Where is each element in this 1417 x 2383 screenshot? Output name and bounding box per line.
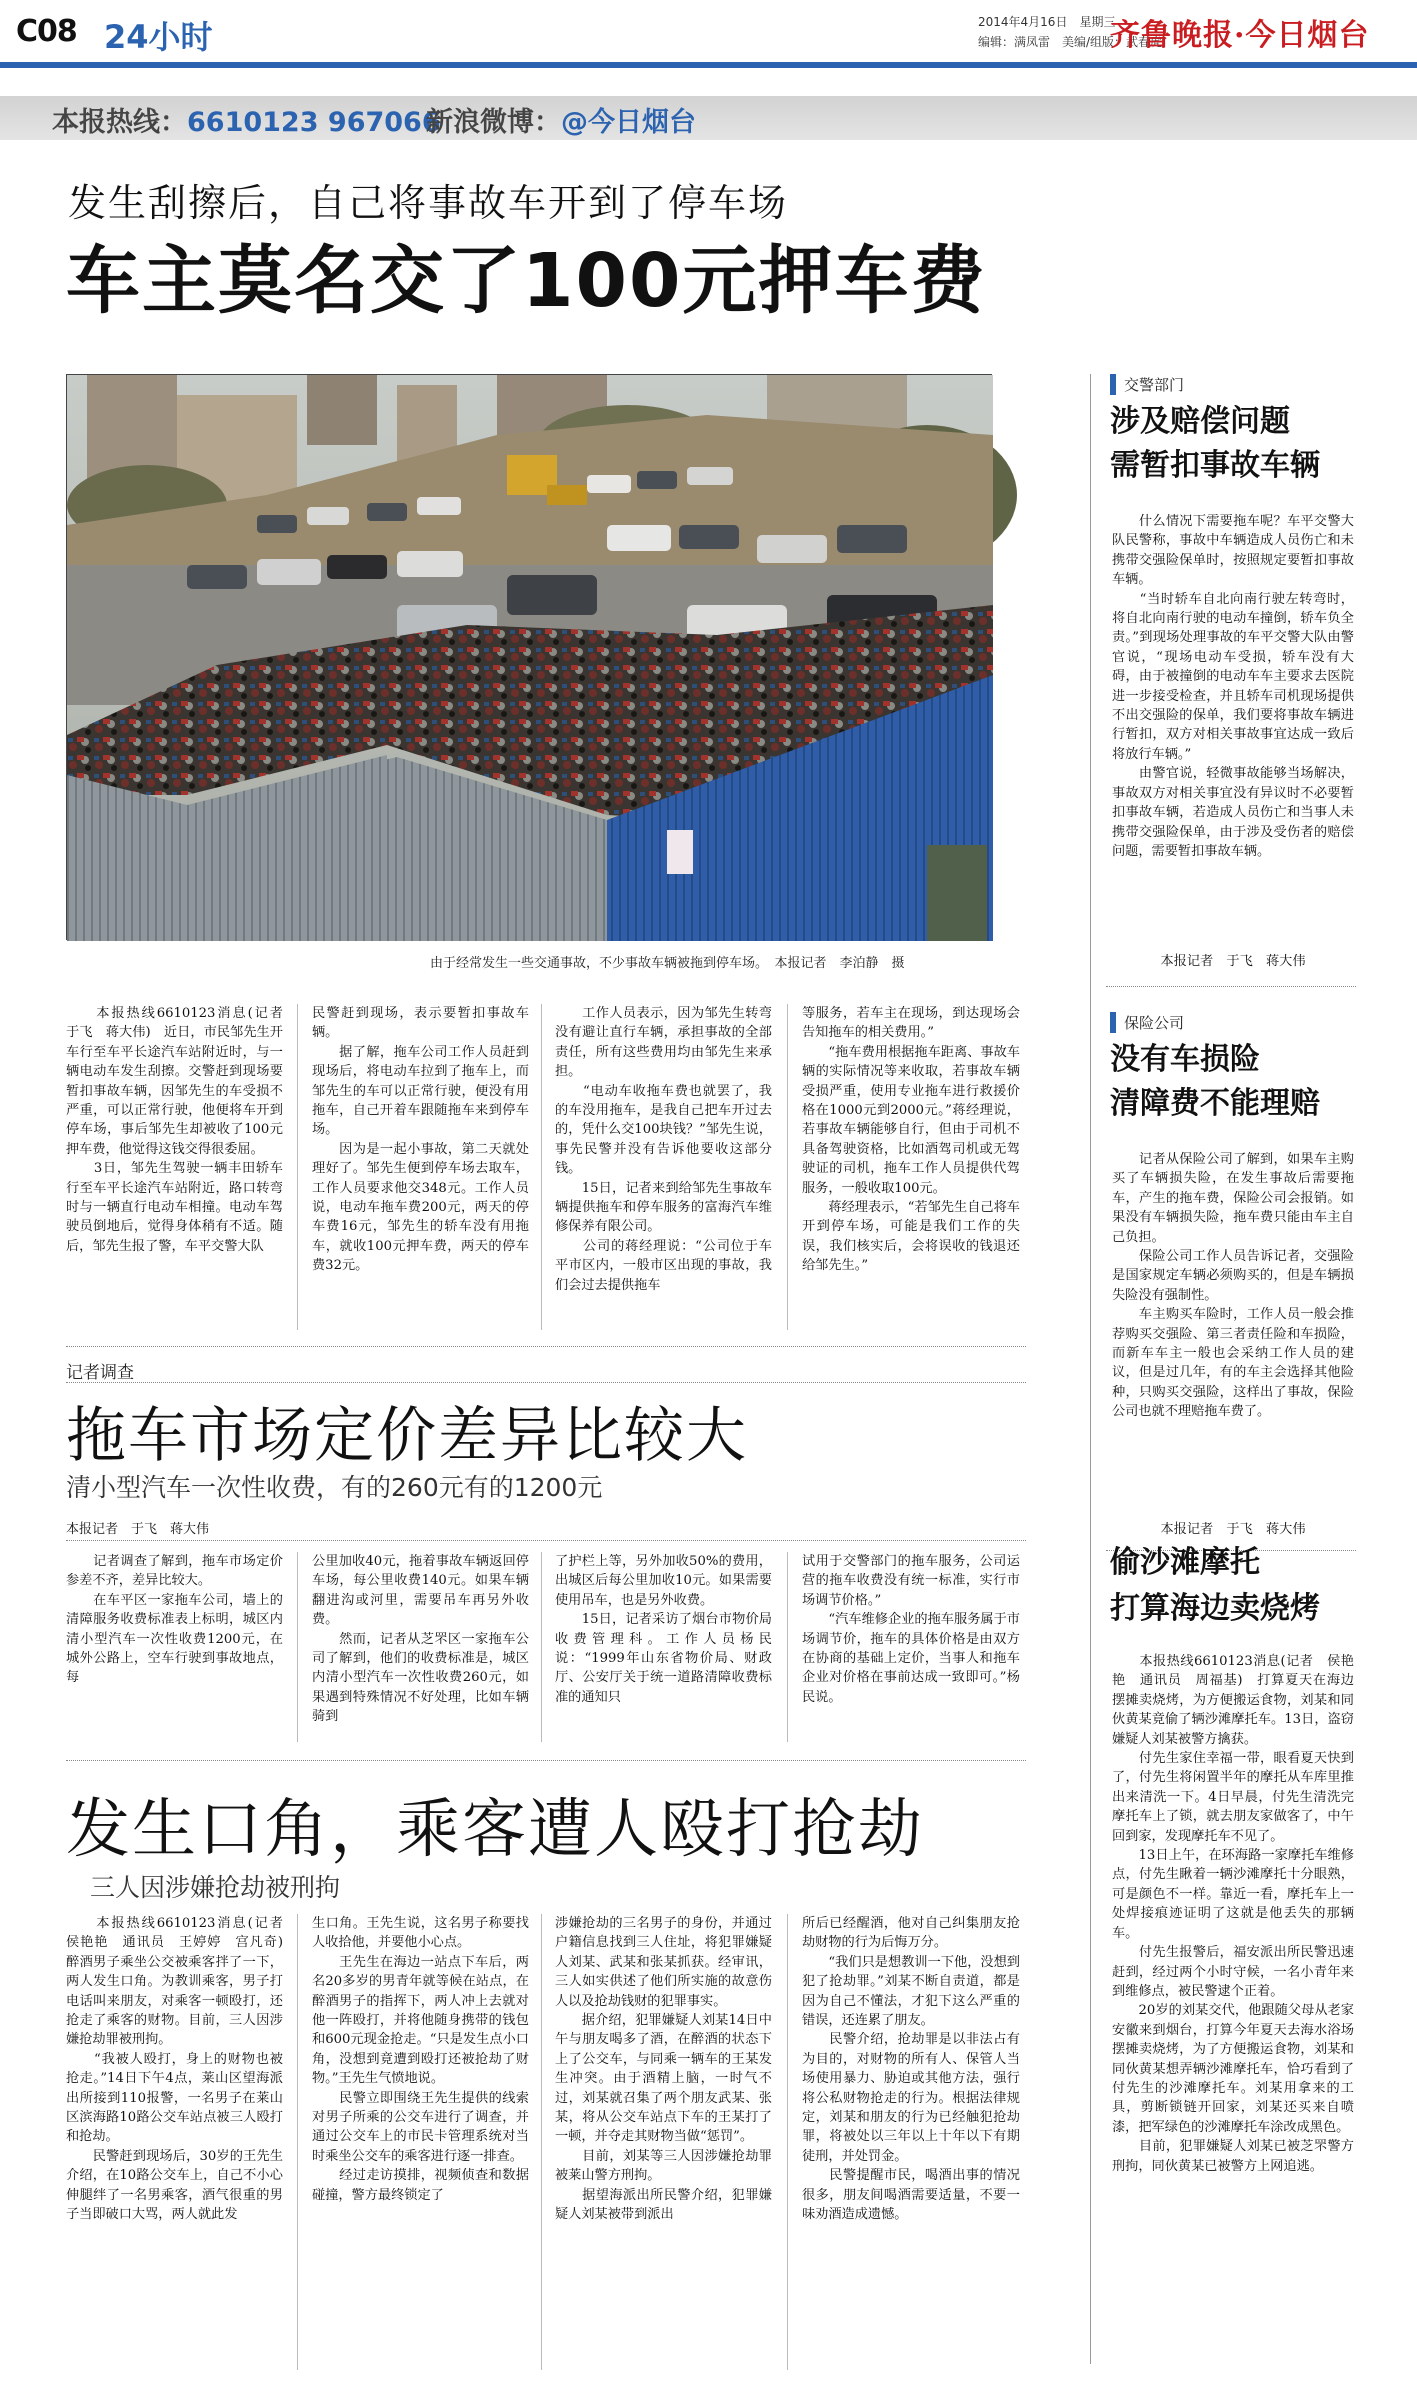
sidebar-byline-2: 本报记者 于飞 蒋大伟	[1160, 1522, 1306, 1537]
second-column-3: 了护栏上等，另外加收50%的费用，出城区后每公里加收10元。如果需要使用吊车，也是另外收费。 15日，记者采访了烟台市物价局收费管理科。工作人员杨民说：“1999年山东省物价局、财政厅、公安厅关于统一道路清障收费标准的通知只	[555, 1554, 772, 1705]
sidebar-title-3: 偷沙滩摩托 打算海边卖烧烤	[1110, 1545, 1320, 1626]
hotline-numbers: 6610123 967066	[187, 107, 441, 138]
page-number: C08	[16, 14, 77, 49]
weibo	[426, 100, 696, 139]
second-subhead: 清小型汽车一次性收费，有的260元有的1200元	[66, 1473, 603, 1502]
lead-column-2: 民警赶到现场，表示要暂扣事故车辆。 据了解，拖车公司工作人员赶到现场后，将电动车拉到了拖车上，而邹先生的车可以正常行驶，便没有用拖车，自己开着车跟随拖车来到停车场。 因为是一起小事故，第二天就处理好了。邹先生便到停车场去取车，工作人员要求他交348元。工作人员说，电动车拖车费200元，两天的停车费16元，邹先生的轿车没有用拖车，就收100元押车费，两天的停车费32元。	[312, 1006, 529, 1274]
photo-caption: 由于经常发生一些交通事故，不少事故车辆被拖到停车场。 本报记者 李泊静 摄	[430, 956, 905, 971]
tow-yard-photo	[67, 375, 993, 941]
third-column-1: 本报热线6610123消息(记者 侯艳艳 通讯员 王婷婷 宫凡奇) 醉酒男子乘坐公交被乘客拌了一下，两人发生口角。为教训乘客，男子打电话叫来朋友，对乘客一顿殴打，还抢走了乘客的财物。目前，三人因涉嫌抢劫罪被刑拘。 “我被人殴打，身上的财物也被抢走。”14日下午4点，莱山区望海派出所接到110报警，一名男子在莱山区滨海路10路公交车站点被三人殴打和抢劫。 民警赶到现场后，30岁的王先生介绍，在10路公交车上，自己不小心伸腿绊了一名男乘客，酒气很重的男子当即破口大骂，两人就此发	[66, 1916, 283, 2223]
third-headline: 发生口角，乘客遭人殴打抢劫	[66, 1793, 924, 1867]
weibo-label: 新浪微博：	[426, 107, 561, 138]
column-rule	[787, 1914, 788, 2370]
sidebar-title-1: 涉及赔偿问题 需暂扣事故车辆	[1110, 404, 1320, 483]
column-rule	[787, 1004, 788, 1330]
third-subhead: 三人因涉嫌抢劫被刑拘	[90, 1873, 341, 1902]
lead-column-3: 工作人员表示，因为邹先生转弯没有避让直行车辆，承担事故的全部责任，所有这些费用均由邹先生来承担。 “电动车收拖车费也就罢了，我的车没用拖车，是我自己把车开过去的，凭什么交100块钱？”邹先生说，事先民警并没有告诉他要收这部分钱。 15日，记者来到给邹先生事故车辆提供拖车和停车服务的富海汽车维修保养有限公司。 公司的蒋经理说：“公司位于车平市区内，一般市区出现的事故，我们会过去提供拖车	[555, 1006, 772, 1293]
third-column-2: 生口角。王先生说，这名男子称要找人收拾他，并要他小心点。 王先生在海边一站点下车后，两名20多岁的男青年就等候在站点，在醉酒男子的指挥下，两人冲上去就对他一阵殴打，并将他随身携带的钱包和600元现金抢走。“只是发生点小口角，没想到竟遭到殴打还被抢劫了财物。”王先生气愤地说。 民警立即围绕王先生提供的线索对男子所乘的公交车进行了调查，并通过公交车上的市民卡管理系统对当时乘坐公交车的乘客进行逐一排查。 经过走访摸排，视频侦查和数据碰撞，警方最终锁定了	[312, 1916, 529, 2203]
column-rule	[297, 1004, 298, 1330]
investigation-tag: 记者调查	[66, 1363, 134, 1383]
editors-line: 编辑：满凤雷 美编/组版：武春虎	[978, 35, 1163, 49]
sidebar-byline-1: 本报记者 于飞 蒋大伟	[1160, 954, 1306, 969]
byline-underline	[66, 1540, 1026, 1541]
lead-column-4: 等服务，若车主在现场，到达现场会告知拖车的相关费用。” “拖车费用根据拖车距离、事故车辆的实际情况等来收取，若事故车辆受损严重，使用专业拖车进行救援价格在1000元到2000元。”蒋经理说，若事故车辆能够自行，但由于司机不具备驾驶资格，比如酒驾司机或无驾驶证的司机，拖车工作人员提供代驾服务，一般收取100元。 蒋经理表示，“若邹先生自己将车开到停车场，可能是我们工作的失误，我们核实后，会将误收的钱退还给邹先生。”	[802, 1006, 1020, 1274]
lead-headline: 车主莫名交了100元押车费	[66, 238, 987, 324]
lead-photo	[66, 374, 992, 940]
second-column-4: 试用于交警部门的拖车服务，公司运营的拖车收费没有统一标准，实行市场调节价格。” “汽车维修企业的拖车服务属于市场调节价，拖车的具体价格是由双方在协商的基础上定价，当事人和拖车企业对价格在事前达成一致即可。”杨民说。	[802, 1554, 1020, 1705]
second-headline: 拖车市场定价差异比较大	[66, 1401, 748, 1471]
sidebar-rule	[1090, 374, 1091, 2364]
tag-underline	[66, 1382, 1026, 1383]
sidebar-body-2: 记者从保险公司了解到，如果车主购买了车辆损失险，在发生事故后需要拖车，产生的拖车费，保险公司会报销。如果没有车辆损失险，拖车费只能由车主自己负担。 保险公司工作人员告诉记者，交强险是国家规定车辆必须购买的，但是车辆损失险没有强制性。 车主购买车险时，工作人员一般会推荐购买交强险、第三者责任险和车损险，而新车车主一般也会采纳工作人员的建议，但是过几年，有的车主会选择其他险种，只购买交强险，这样出了事故，保险公司也就不理赔拖车费了。	[1112, 1152, 1354, 1420]
third-column-3: 涉嫌抢劫的三名男子的身份，并通过户籍信息找到三人住址，将犯罪嫌疑人刘某、武某和张某抓获。经审讯，三人如实供述了他们所实施的故意伤人以及抢劫钱财的犯罪事实。 据介绍，犯罪嫌疑人刘某14日中午与朋友喝多了酒，在醉酒的状态下上了公交车，与同乘一辆车的王某发生冲突。由于酒精上脑，一时气不过，刘某就召集了两个朋友武某、张某，将从公交车站点下车的王某打了一顿，并夺走其财物当做“惩罚”。 目前，刘某等三人因涉嫌抢劫罪被莱山警方刑拘。 据望海派出所民警介绍，犯罪嫌疑人刘某被带到派出	[555, 1916, 772, 2223]
column-rule	[541, 1552, 542, 1742]
weibo-account: @今日烟台	[561, 107, 696, 138]
sidebar-tag-traffic-police: 交警部门	[1110, 374, 1184, 395]
lead-column-1: 本报热线6610123消息(记者 于飞 蒋大伟) 近日，市民邹先生开车行至车平长途汽车站附近时，与一辆电动车发生刮擦。交警赶到现场要暂扣事故车辆，因邹先生的车受损不严重，可以正常行驶，他便将车开到停车场，事后邹先生却被收了100元押车费，他觉得这钱交得很委屈。 3日，邹先生驾驶一辆丰田轿车行至车平长途汽车站附近，路口转弯时与一辆直行电动车相撞。电动车驾驶员倒地后，觉得身体稍有不适。随后，邹先生报了警，车平交警大队	[66, 1006, 283, 1254]
newspaper-brand: 齐鲁晚报·今日烟台	[1110, 18, 1370, 53]
second-column-1: 记者调查了解到，拖车市场定价参差不齐，差异比较大。 在车平区一家拖车公司，墙上的清障服务收费标准表上标明，城区内清小型汽车一次性收费1200元，在城外公路上，空车行驶到事故地点，每	[66, 1554, 283, 1686]
section-name: 24小时	[104, 18, 213, 56]
sidebar-divider	[1106, 986, 1356, 987]
column-rule	[297, 1914, 298, 2370]
second-byline: 本报记者 于飞 蒋大伟	[66, 1522, 210, 1537]
column-rule	[541, 1004, 542, 1330]
section-divider	[66, 1346, 1026, 1347]
date-line: 2014年4月16日 星期三	[978, 15, 1116, 29]
hotline	[52, 100, 441, 139]
second-column-2: 公里加收40元，拖着事故车辆返回停车场，每公里收费140元。如果车辆翻进沟或河里，需要吊车再另外收费。 然而，记者从芝罘区一家拖车公司了解到，他们的收费标准是，城区内清小型汽车一次性收费260元，如果遇到特殊情况不好处理，比如车辆骑到	[312, 1554, 529, 1725]
section-divider	[66, 1760, 1026, 1761]
column-rule	[297, 1552, 298, 1742]
header-rule	[0, 62, 1417, 68]
sidebar-title-2: 没有车损险 清障费不能理赔	[1110, 1042, 1320, 1121]
column-rule	[541, 1914, 542, 2370]
column-rule	[787, 1552, 788, 1742]
sidebar-tag-insurance: 保险公司	[1110, 1012, 1184, 1033]
lead-kicker: 发生刮擦后，自己将事故车开到了停车场	[68, 181, 789, 225]
third-column-4: 所后已经醒酒，他对自己纠集朋友抢劫财物的行为后悔万分。 “我们只是想教训一下他，没想到犯了抢劫罪。”刘某不断自责道，都是因为自己不懂法，才犯下这么严重的错误，还连累了朋友。 民警介绍，抢劫罪是以非法占有为目的，对财物的所有人、保管人当场使用暴力、胁迫或其他方法，强行将公私财物抢走的行为。根据法律规定，刘某和朋友的行为已经触犯抢劫罪，将被处以三年以上十年以下有期徒刑，并处罚金。 民警提醒市民，喝酒出事的情况很多，朋友间喝酒需要适量，不要一味劝酒造成遗憾。	[802, 1916, 1020, 2223]
hotline-label: 本报热线：	[52, 107, 187, 138]
sidebar-body-1: 什么情况下需要拖车呢？车平交警大队民警称，事故中车辆造成人员伤亡和未携带交强险保单时，按照规定要暂扣事故车辆。 “当时轿车自北向南行驶左转弯时，将自北向南行驶的电动车撞倒，轿车负全责。”到现场处理事故的车平交警大队由警官说，“现场电动车受损，轿车没有大碍，由于被撞倒的电动车车主要求去医院进一步接受检查，并且轿车司机现场提供不出交强险的保单，我们要将事故车辆进行暂扣，双方对相关事故事宜达成一致后将放行车辆。” 由警官说，轻微事故能够当场解决，事故双方对相关事宜没有异议时不必要暂扣事故车辆，若造成人员伤亡和当事人未携带交强险保单，由于涉及受伤者的赔偿问题，需要暂扣事故车辆。	[1112, 514, 1354, 859]
sidebar-body-3: 本报热线6610123消息(记者 侯艳艳 通讯员 周福基) 打算夏天在海边摆摊卖烧烤，为方便搬运食物，刘某和同伙黄某竟偷了辆沙滩摩托车。13日，盗窃嫌疑人刘某被警方擒获。 付先生家住幸福一带，眼看夏天快到了，付先生将闲置半年的摩托从车库里推出来清洗一下。4日早晨，付先生清洗完摩托车上了锁，就去朋友家做客了，中午回到家，发现摩托车不见了。 13日上午，在环海路一家摩托车维修点，付先生瞅着一辆沙滩摩托十分眼熟，可是颜色不一样。靠近一看，摩托车上一处焊接痕迹证明了这就是他丢失的那辆车。 付先生报警后，福安派出所民警迅速赶到，经过两个小时守候，一名小青年来到维修点，被民警逮个正着。 20岁的刘某交代，他跟随父母从老家安徽来到烟台，打算今年夏天去海水浴场摆摊卖烧烤，为了方便搬运食物，刘某和同伙黄某想弄辆沙滩摩托车，恰巧看到了付先生的沙滩摩托车。刘某用拿来的工具，剪断锁链开回家，刘某还买来自喷漆，把军绿色的沙滩摩托车涂改成黑色。 目前，犯罪嫌疑人刘某已被芝罘警方刑拘，同伙黄某已被警方上网追逃。	[1112, 1654, 1354, 2174]
